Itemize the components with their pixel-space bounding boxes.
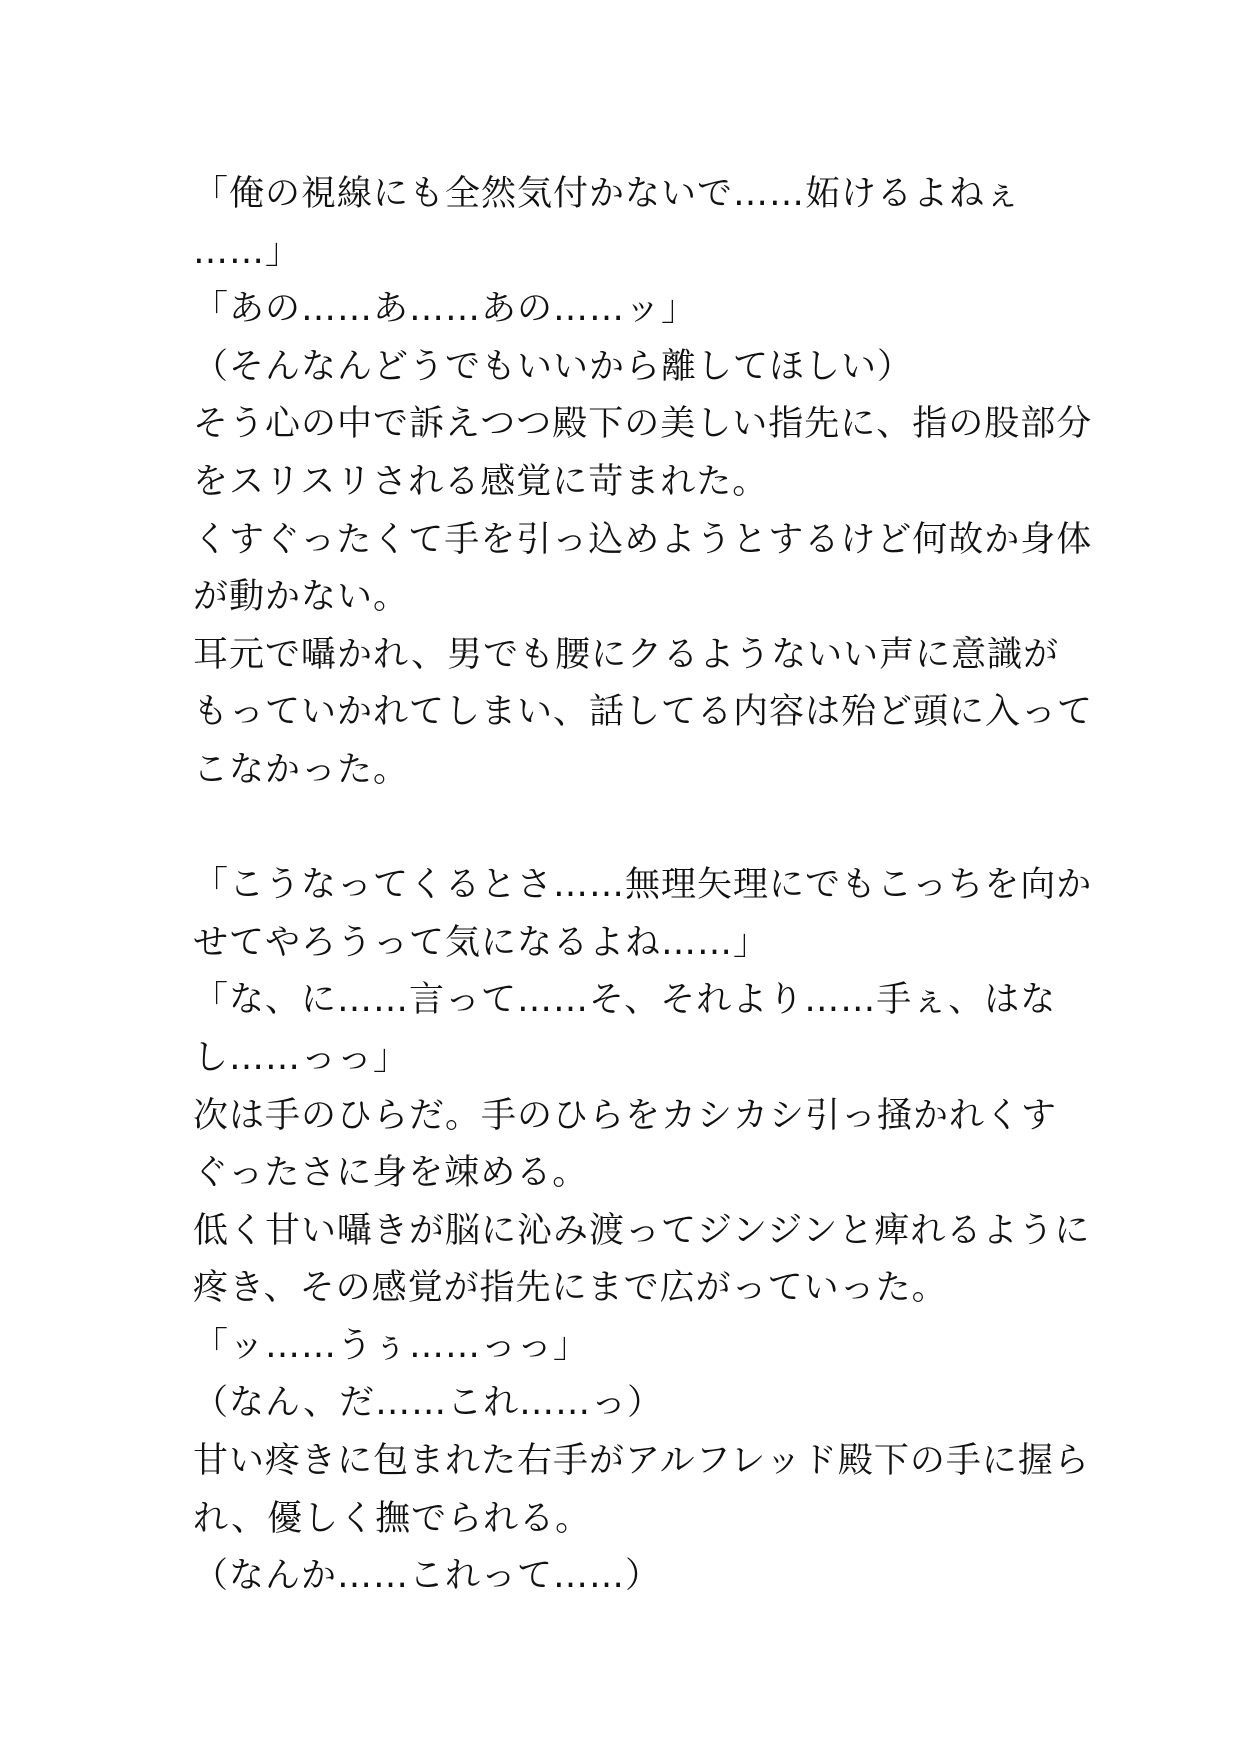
text-line: し……っっ」 [193,1037,410,1078]
text-line: ……」 [193,231,302,272]
text-line: せてやろうって気になるよね……」 [193,922,770,963]
text-line: くすぐったくて手を引っ込めようとするけど何故か身体 [193,519,1093,560]
text-line: （なんか……これって……） [193,1556,662,1597]
text-line: （なん、だ……これ……っ） [193,1383,664,1424]
paragraph [193,857,1093,1606]
text-line: が動かない。 [193,577,410,618]
text-line: をスリスリされる感覚に苛まれた。 [193,461,769,502]
text-line: 疼き、その感覚が指先にまで広がっていった。 [193,1268,948,1309]
text-line: そう心の中で訴えつつ殿下の美しい指先に、指の股部分 [193,404,1093,445]
text-line: 「ッ……うぅ……っっ」 [193,1325,590,1366]
text-line: こなかった。 [193,749,410,790]
text-line: 次は手のひらだ。手のひらをカシカシ引っ掻かれくす [193,1095,1058,1136]
text-line: 耳元で囁かれ、男でも腰にクるようないい声に意識が [193,634,1060,675]
text-line: （そんなんどうでもいいから離してほしい） [193,346,914,387]
paragraph [193,166,1094,800]
text-line: 低く甘い囁きが脳に沁み渡ってジンジンと痺れるように [193,1210,1091,1251]
story-text [193,166,1094,1606]
paragraph-gap [193,800,1063,858]
text-line: ぐったさに身を竦める。 [193,1153,589,1194]
text-line: 「あの……あ……あの……ッ」 [193,289,698,330]
text-line: 甘い疼きに包まれた右手がアルフレッド殿下の手に握ら [193,1441,1090,1482]
text-line: もっていかれてしまい、話してる内容は殆ど頭に入って [193,692,1094,733]
text-line: 「な、に……言って……そ、それより……手ぇ、はな [193,980,1057,1021]
text-line: 「俺の視線にも全然気付かないで……妬けるよねぇ [193,174,1022,214]
text-line: れ、優しく撫でられる。 [193,1498,592,1539]
text-line: 「こうなってくるとさ……無理矢理にでもこっちを向か [193,865,1093,906]
